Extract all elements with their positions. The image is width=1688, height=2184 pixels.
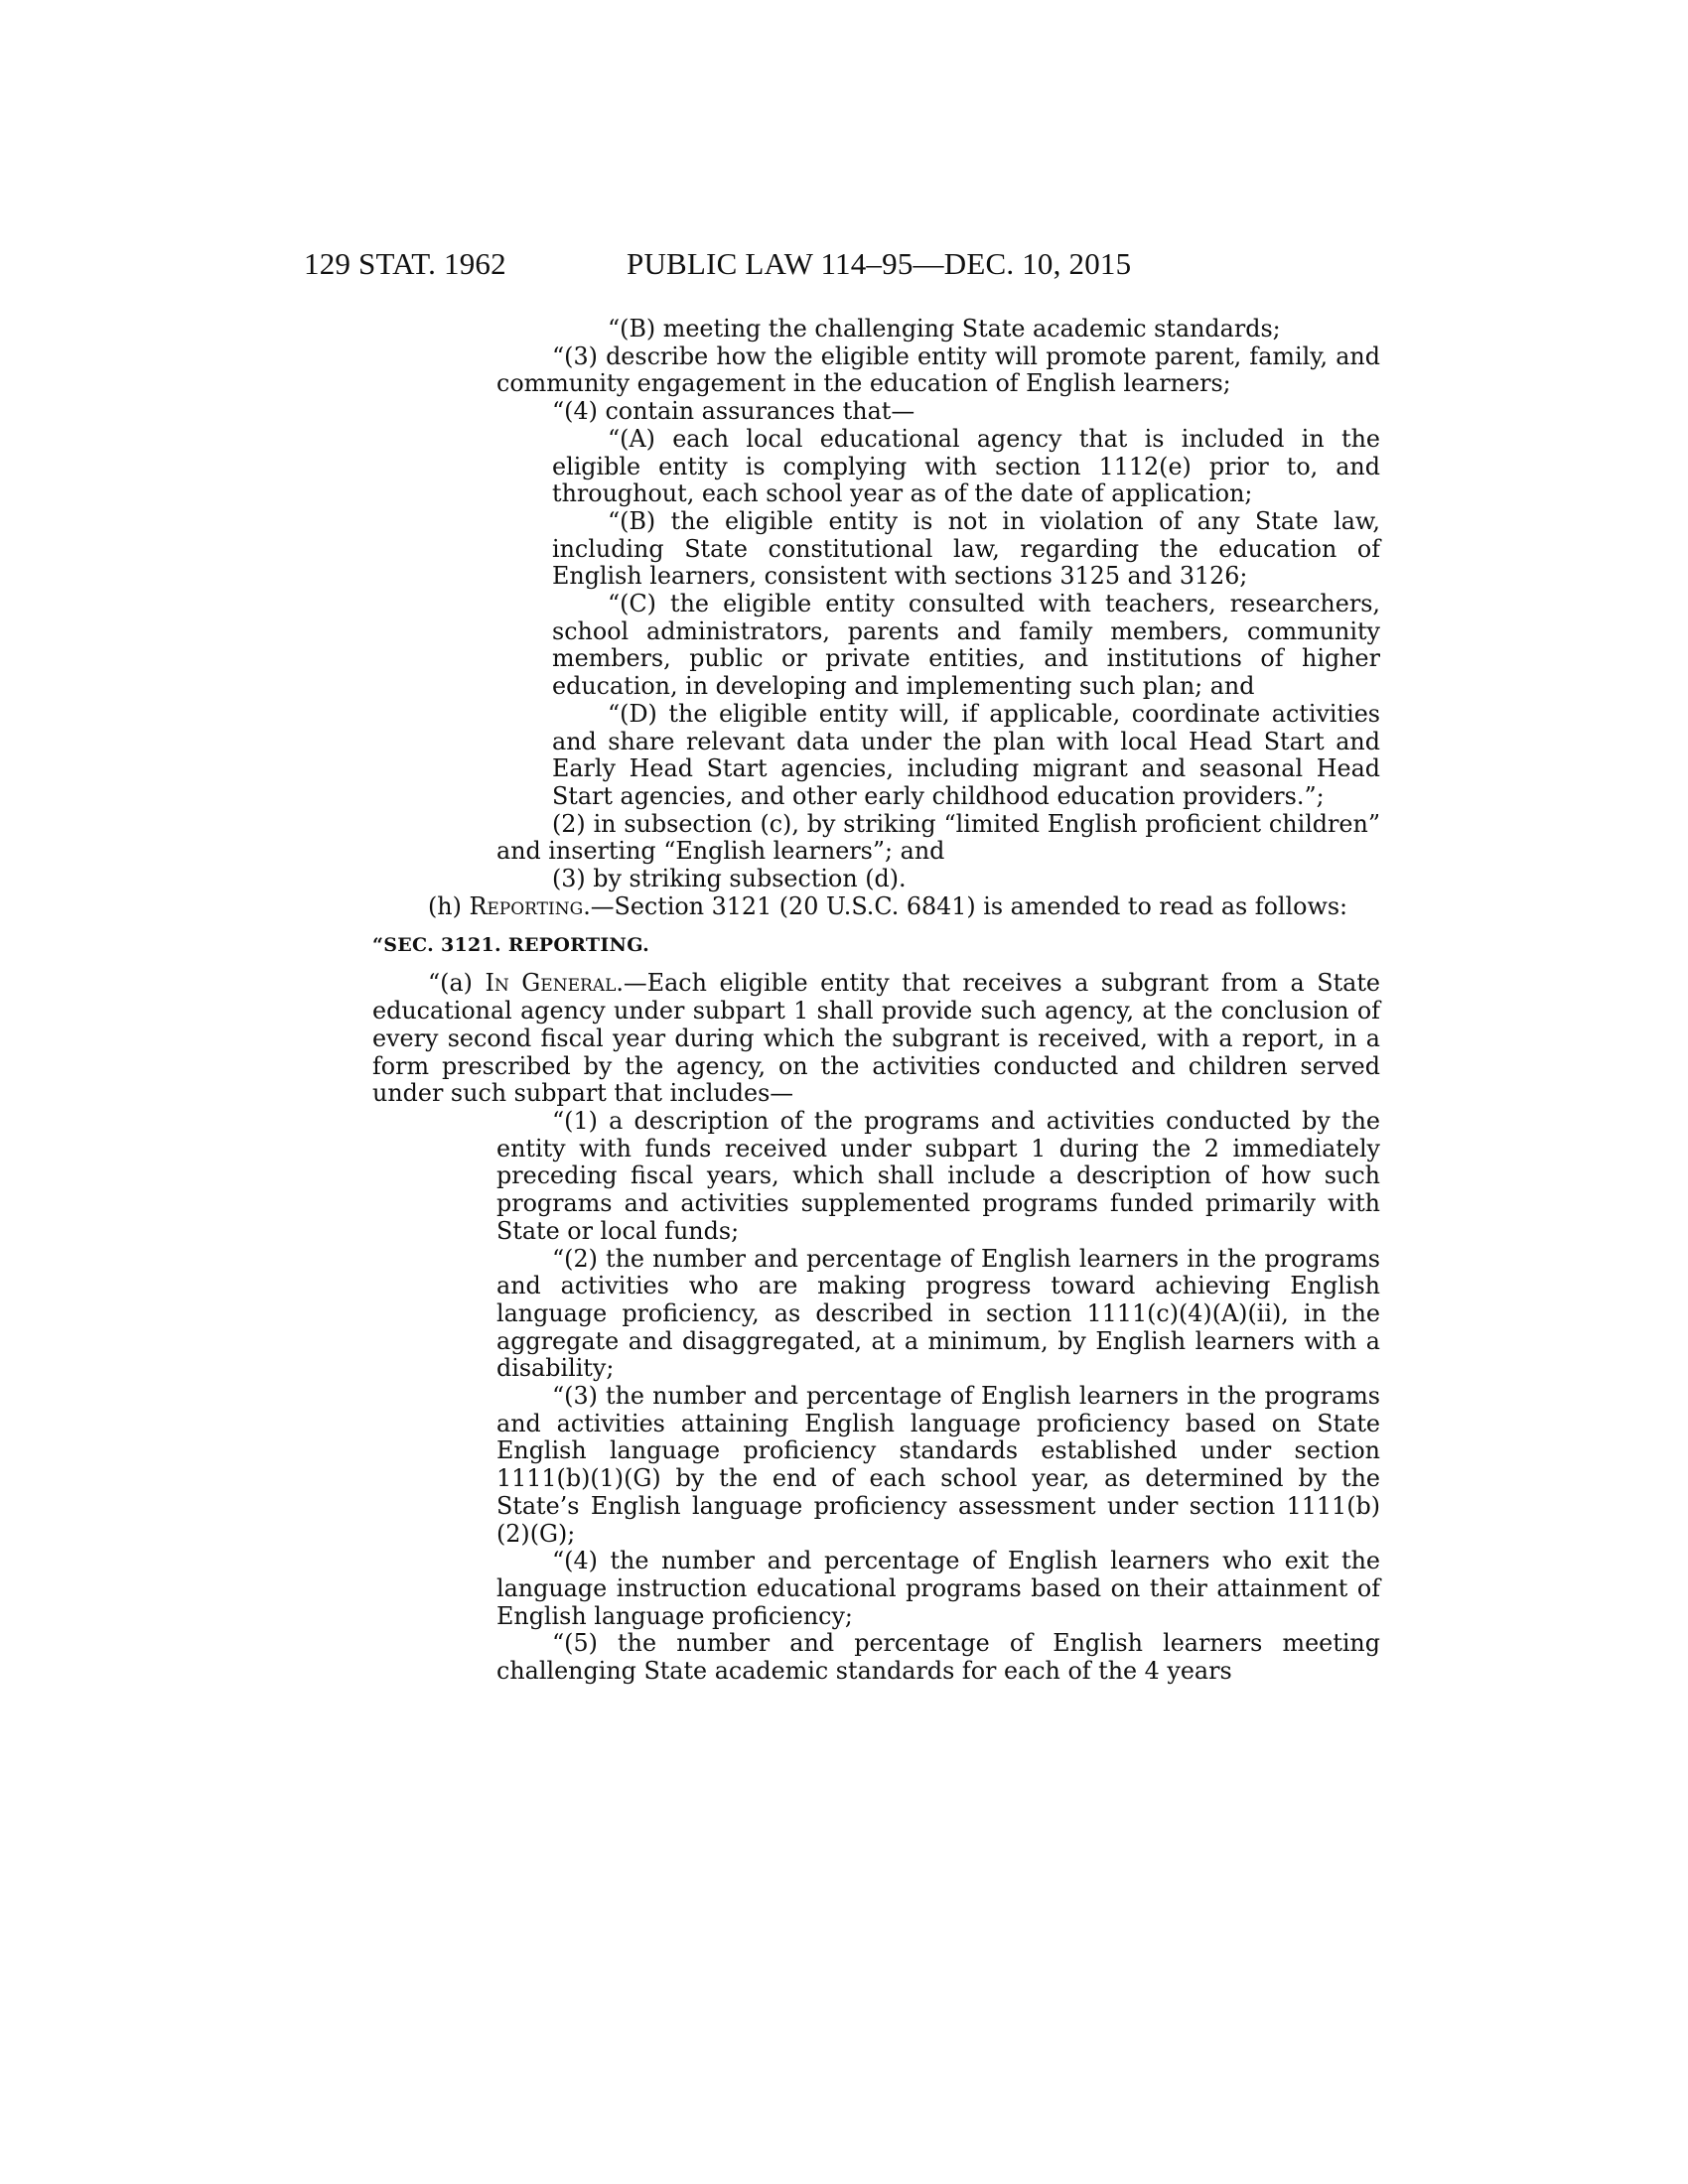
paragraph-1-description: “(1) a description of the programs and activities conducted by the entity with funds received under subpart 1 during the 2 immediately preceding fiscal years, which shall include a description of how such programs and activities supplemented programs funded primarily with State or local funds; [496, 1106, 1380, 1245]
paragraph-d-head-start: “(D) the eligible entity will, if applicable, coordinate activities and share relevant data under the plan with local Head Start and Early Head Start agencies, including migrant and seasonal Head Start agencies, and other early childhood education providers.”; [552, 699, 1380, 810]
paragraph-a-compliance: “(A) each local educational agency that is included in the eligible entity is complying with section 1112(e) prior to, and throughout, each school year as of the date of application; [552, 424, 1380, 508]
subsection-a-prefix: “(a) [428, 969, 486, 998]
paragraph-4-assurances: “(4) contain assurances that— [552, 397, 915, 426]
subsection-h-text: .—Section 3121 (20 U.S.C. 6841) is amended to read as follows: [583, 891, 1348, 920]
public-law-title: PUBLIC LAW 114–95—DEC. 10, 2015 [627, 246, 1132, 281]
subsection-h-caption: Reporting [469, 891, 584, 920]
subsection-a-caption: In General [485, 969, 617, 998]
paragraph-b-meeting-standards: “(B) meeting the challenging State academic standards; [608, 315, 1281, 342]
paragraph-3-proficiency: “(3) the number and percentage of English learners in the programs and activities attaining English language proficiency based on State English language proficiency standards established under section 1111(b)(1)(G) by the end of each school year, as determined by the State’s English language proficiency assessment under section 1111(b)(2)(G); [496, 1382, 1380, 1548]
paragraph-3-engagement: “(3) describe how the eligible entity will promote parent, family, and community engagement in the education of English learners; [496, 341, 1380, 398]
page-header [304, 246, 1297, 286]
subsection-h-prefix: (h) [428, 891, 470, 920]
paragraph-b-state-law: “(B) the eligible entity is not in violation of any State law, including State constitutional law, regarding the education of English learners, consistent with sections 3125 and 3126; [552, 506, 1380, 591]
paragraph-2-subsection-c: (2) in subsection (c), by striking “limited English proficient children” and inserting “English learners”; and [496, 809, 1380, 866]
paragraph-3-striking-d: (3) by striking subsection (d). [552, 865, 907, 893]
statute-page-number: 129 STAT. 1962 [304, 246, 506, 281]
subsection-a-in-general [372, 970, 1380, 1108]
paragraph-2-progress: “(2) the number and percentage of English learners in the programs and activities who are making progress toward achieving English language proficiency, as described in section 1111(c)(4)(A)(ii), in the aggregate and disaggregated, at a minimum, by English learners with a disability; [496, 1244, 1380, 1383]
paragraph-5-standards: “(5) the number and percentage of English learners meeting challenging State academic standards for each of the 4 years [496, 1629, 1380, 1686]
page-body [372, 315, 1380, 1686]
paragraph-4-exit: “(4) the number and percentage of English learners who exit the language instruction educational programs based on their attainment of English language proficiency; [496, 1547, 1380, 1630]
section-3121-heading: “SEC. 3121. REPORTING. [372, 934, 649, 957]
paragraph-c-consultation: “(C) the eligible entity consulted with teachers, researchers, school administrators, parents and family members, community members, public or private entities, and institutions of higher education, in developing and implementing such plan; and [552, 590, 1380, 701]
subsection-a-text: .—Each eligible entity that receives a subgrant from a State educational agency under subpart 1 shall provide such agency, at the conclusion of every second fiscal year during which the subgrant is received, with a report, in a form prescribed by the agency, on the activities conducted and children served under such subpart that includes— [372, 969, 1380, 1108]
subsection-h-reporting [372, 893, 1380, 921]
